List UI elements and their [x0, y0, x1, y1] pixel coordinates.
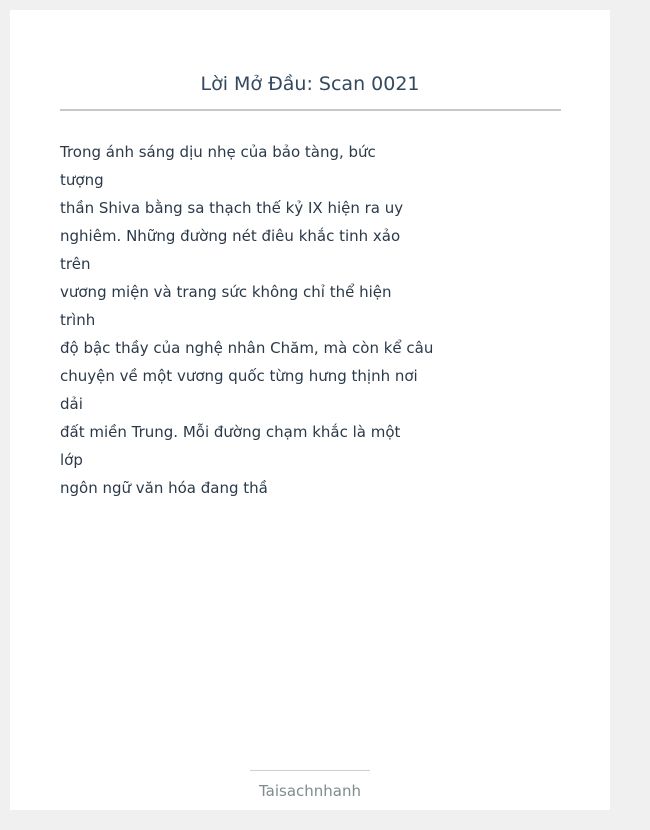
title-divider	[60, 109, 561, 111]
text-line: trình	[60, 311, 96, 329]
text-line: vương miện và trang sức không chỉ thể hiện	[60, 283, 392, 301]
text-line: chuyện về một vương quốc từng hưng thịnh nơi	[60, 367, 418, 385]
text-line: lớp	[60, 451, 83, 469]
text-line: thần Shiva bằng sa thạch thế kỷ IX hiện ra uy	[60, 199, 404, 217]
page-title: Lời Mở Đầu: Scan 0021	[200, 73, 420, 95]
footer-text: Taisachnhanh	[258, 782, 362, 800]
text-line: đất miền Trung. Mỗi đường chạm khắc là một	[60, 423, 401, 441]
document-page	[10, 10, 610, 810]
text-line: dải	[60, 395, 83, 413]
text-line: độ bậc thầy của nghệ nhân Chăm, mà còn kể câu	[60, 339, 434, 357]
text-line: nghiêm. Những đường nét điêu khắc tinh xảo	[60, 227, 401, 245]
text-line: Trong ánh sáng dịu nhẹ của bảo tàng, bức	[60, 143, 376, 161]
text-line: ngôn ngữ văn hóa đang thầ	[60, 479, 268, 497]
text-line: tượng	[60, 171, 104, 189]
text-line: trên	[60, 255, 91, 273]
footer-divider	[250, 770, 370, 771]
body-paragraph	[60, 138, 434, 502]
